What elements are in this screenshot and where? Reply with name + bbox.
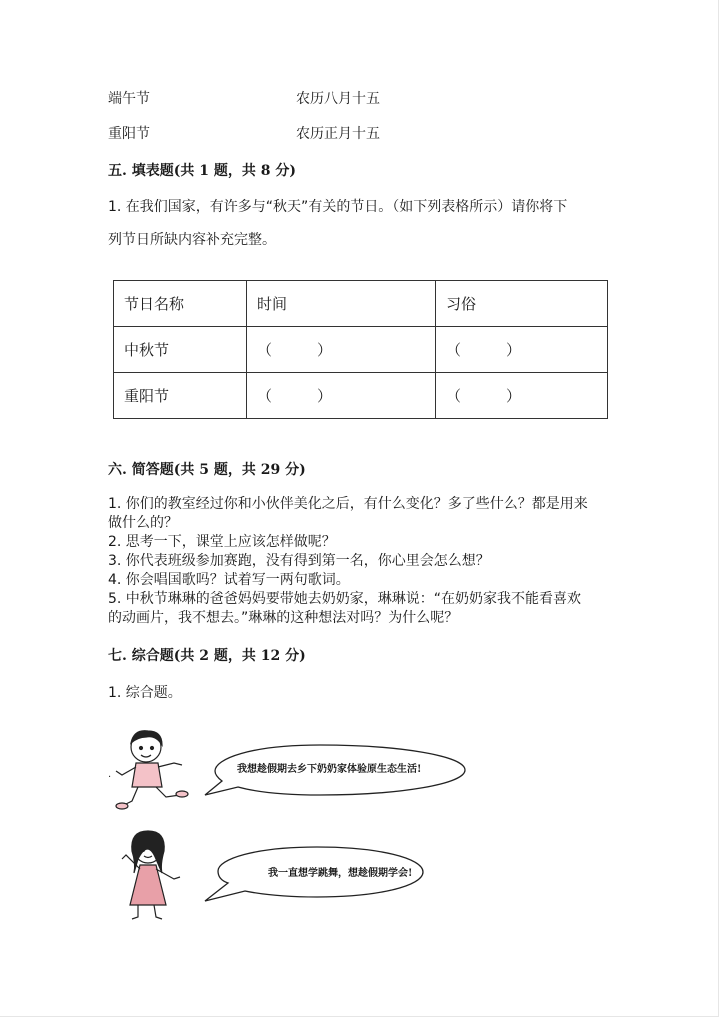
festival-date: 农历八月十五 <box>296 91 380 107</box>
question-line: 做什么的？ <box>108 515 178 531</box>
question-line: 的动画片，我不想去。”琳琳的这种想法对吗？为什么呢？ <box>108 610 459 626</box>
question-line: 4. 你会唱国歌吗？试着写一两句歌词。 <box>108 572 350 588</box>
question-line: 2. 思考一下，课堂上应该怎样做呢？ <box>108 534 336 550</box>
section5-question-line: 列节日所缺内容补充完整。 <box>108 232 276 248</box>
section5-question-line: 1. 在我们国家，有许多与“秋天”有关的节日。（如下列表格所示）请你将下 <box>108 199 568 215</box>
question-line: 3. 你代表班级参加赛跑，没有得到第一名，你心里会怎么想？ <box>108 553 490 569</box>
table-row <box>114 327 608 373</box>
table-cell: 中秋节 <box>114 327 247 373</box>
festival-date: 农历正月十五 <box>296 126 380 142</box>
festival-table <box>113 280 608 419</box>
short-answer-list <box>108 495 613 628</box>
section7-heading: 七. 综合题(共 2 题，共 12 分) <box>108 648 306 664</box>
table-row <box>114 373 608 419</box>
scene-illustration <box>110 725 520 915</box>
speech-bubble-text: 我一直想学跳舞，想趁假期学会! <box>268 868 413 879</box>
stray-dot: . <box>108 769 112 780</box>
table-cell: 重阳节 <box>114 373 247 419</box>
table-header-row <box>114 281 608 327</box>
question-line: 1. 你们的教室经过你和小伙伴美化之后，有什么变化？多了些什么？都是用来 <box>108 496 588 512</box>
table-header-cell: 习俗 <box>436 281 608 327</box>
speech-bubble-text: 我想趁假期去乡下奶奶家体验原生态生活! <box>237 764 422 775</box>
match-row <box>108 123 380 143</box>
boy-figure <box>116 731 188 809</box>
table-header-cell: 时间 <box>247 281 436 327</box>
question-line: 5. 中秋节琳琳的爸爸妈妈要带她去奶奶家，琳琳说：“在奶奶家我不能看喜欢 <box>108 591 582 607</box>
girl-figure <box>122 831 180 919</box>
festival-name: 重阳节 <box>108 126 150 142</box>
table-header-cell: 节日名称 <box>114 281 247 327</box>
section5-heading: 五. 填表题(共 1 题，共 8 分) <box>108 163 296 179</box>
match-row <box>108 88 380 108</box>
answer-blank[interactable]: （ ） <box>436 327 608 373</box>
answer-blank[interactable]: （ ） <box>436 373 608 419</box>
section7-question: 1. 综合题。 <box>108 685 182 701</box>
festival-name: 端午节 <box>108 91 150 107</box>
section6-heading: 六. 简答题(共 5 题，共 29 分) <box>108 462 306 478</box>
answer-blank[interactable]: （ ） <box>247 327 436 373</box>
answer-blank[interactable]: （ ） <box>247 373 436 419</box>
